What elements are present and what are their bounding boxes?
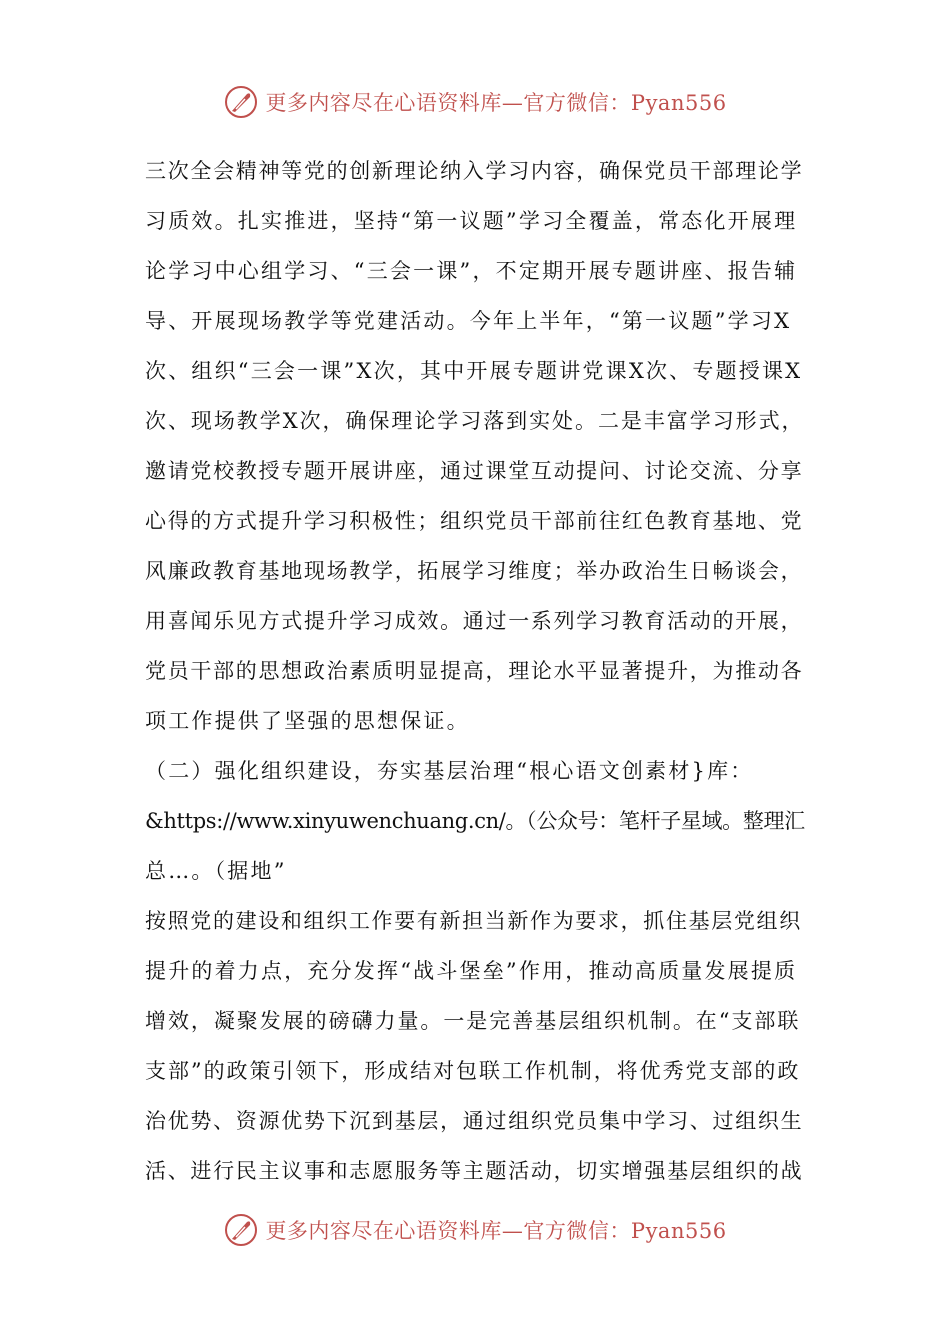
body-line: 论学习中心组学习、“三会一课”，不定期开展专题讲座、报告辅 [145,259,798,283]
body-line: 次、现场教学X次，确保理论学习落到实处。二是丰富学习形式， [145,409,805,433]
body-line: 导、开展现场教学等党建活动。今年上半年，“第一议题”学习X [145,309,792,333]
watermark-text: 更多内容尽在心语资料库—官方微信：Pyan556 [265,1219,727,1243]
body-line: 活、进行民主议事和志愿服务等主题活动，切实增强基层组织的战 [145,1159,804,1183]
section-heading-tail: 总…。（据地” [145,859,287,883]
watermark-header [0,80,950,124]
quill-logo-icon [223,84,259,120]
body-line: 次、组织“三会一课”X次，其中开展专题讲党课X次、专题授课X [145,359,803,383]
body-line: 邀请党校教授专题开展讲座，通过课堂互动提问、讨论交流、分享 [145,459,804,483]
body-line: 增效，凝聚发展的磅礴力量。一是完善基层组织机制。在“支部联 [145,1009,801,1033]
watermark-footer [0,1208,950,1252]
quill-logo-icon [223,1212,259,1248]
body-line: 支部”的政策引领下，形成结对包联工作机制，将优秀党支部的政 [145,1059,801,1083]
body-line: 风廉政教育基地现场教学，拓展学习维度；举办政治生日畅谈会， [145,559,804,583]
body-line: 心得的方式提升学习积极性；组织党员干部前往红色教育基地、党 [145,509,804,533]
section-heading-url-line: &https://www.xinyuwenchuang.cn/。（公众号：笔杆子星域。整理汇 [145,809,805,833]
watermark-text: 更多内容尽在心语资料库—官方微信：Pyan556 [265,91,727,115]
body-line: 党员干部的思想政治素质明显提高，理论水平显著提升，为推动各 [145,659,804,683]
body-line: 按照党的建设和组织工作要有新担当新作为要求，抓住基层党组织 [145,909,802,933]
body-line: 提升的着力点，充分发挥“战斗堡垒”作用，推动高质量发展提质 [145,959,798,983]
document-body [145,146,805,1196]
body-line: 治优势、资源优势下沉到基层，通过组织党员集中学习、过组织生 [145,1109,804,1133]
section-heading: （二）强化组织建设，夯实基层治理“根心语文创素材}库： [145,759,754,783]
body-line: 三次全会精神等党的创新理论纳入学习内容，确保党员干部理论学 [145,159,804,183]
body-line: 项工作提供了坚强的思想保证。 [145,709,470,733]
body-line: 习质效。扎实推进，坚持“第一议题”学习全覆盖，常态化开展理 [145,209,798,233]
body-line: 用喜闻乐见方式提升学习成效。通过一系列学习教育活动的开展， [145,609,804,633]
